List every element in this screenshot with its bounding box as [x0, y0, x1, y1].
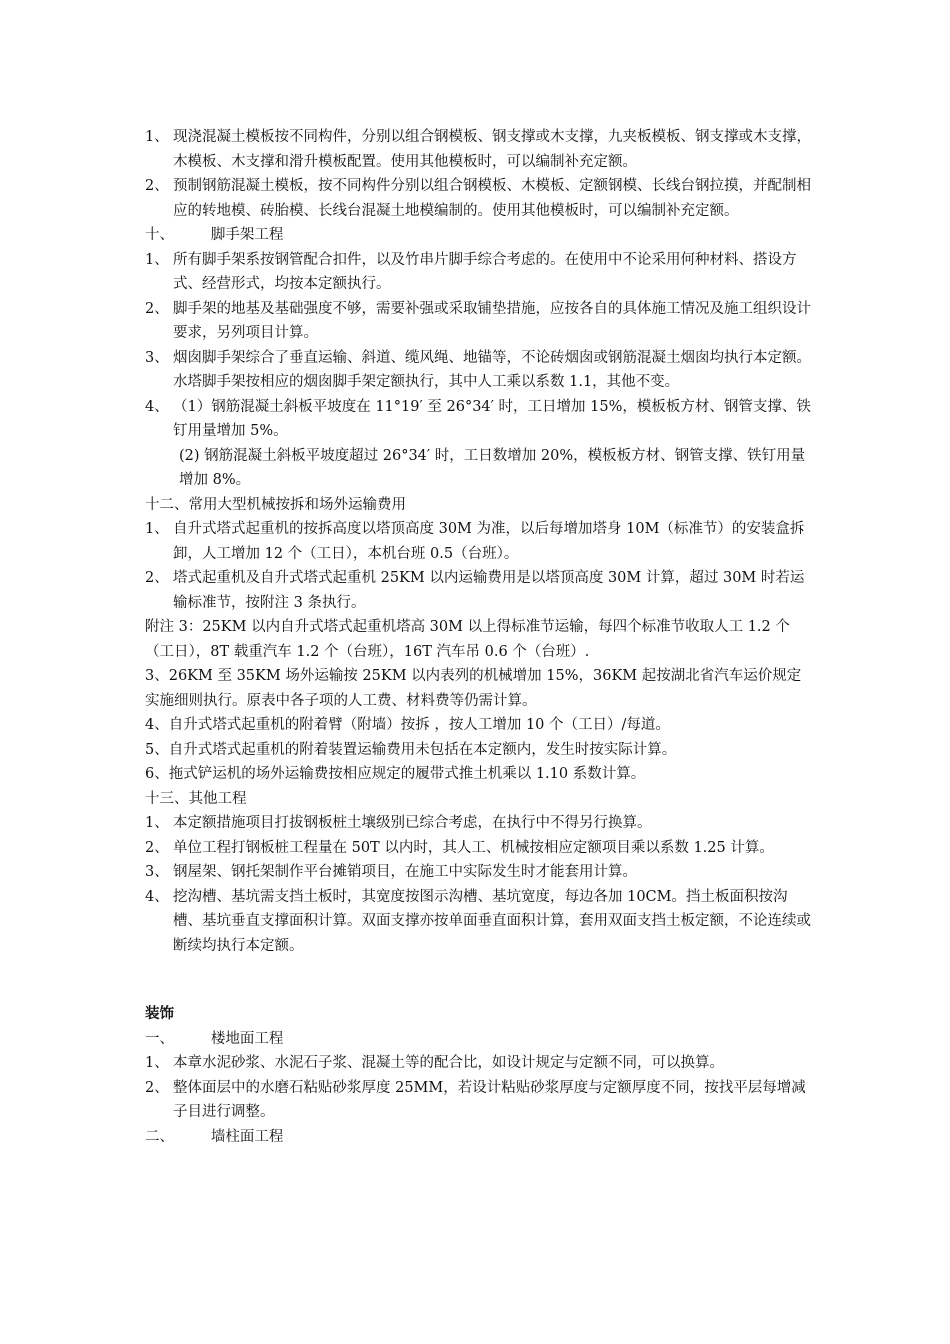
sub-item: (2) 钢筋混凝土斜板平坡度超过 26°34′ 时，工日数增加 20%，模板板方材、钢管支撑、铁钉用量增加 8%。 — [179, 447, 806, 488]
item-text: 挖沟槽、基坑需支挡土板时，其宽度按图示沟槽、基坑宽度，每边各加 10CM。挡土板面积按沟槽、基坑垂直支撑面积计算。双面支撑亦按单面垂直面积计算，套用双面支挡土板定额，不论连续或断续均执行本定额。 — [173, 888, 811, 954]
section-heading-wall: 二、 墙柱面工程 — [145, 1128, 284, 1145]
list-item — [145, 860, 815, 885]
item-number: 1、 — [145, 129, 169, 145]
item-text: 整体面层中的水磨石粘贴砂浆厚度 25MM，若设计粘贴砂浆厚度与定额厚度不同，按找平层每增减子目进行调整。 — [173, 1079, 806, 1120]
item-number: 1、 — [145, 521, 169, 537]
item-number: 1、 — [145, 815, 169, 831]
item-text: 预制钢筋混凝土模板，按不同构件分别以组合钢模板、木模板、定额钢模、长线台钢拉摸，并配制相应的转地模、砖胎模、长线台混凝土地模编制的。使用其他模板时，可以编制补充定额。 — [173, 178, 811, 219]
item-text: 所有脚手架系按钢管配合扣件，以及竹串片脚手综合考虑的。在使用中不论采用何种材料、搭设方式、经营形式，均按本定额执行。 — [173, 251, 797, 292]
section-heading-machinery: 十二、常用大型机械按拆和场外运输费用 — [145, 496, 406, 513]
section-heading-other: 十三、其他工程 — [145, 790, 247, 807]
item-number: 4、 — [145, 398, 169, 415]
item-number: 3、 — [145, 864, 169, 880]
item-text: 现浇混凝土模板按不同构件，分别以组合钢模板、钢支撑或木支撑，九夹板模板、钢支撑或木支撑，木模板、木支撑和滑升模板配置。使用其他模板时，可以编制补充定额。 — [173, 129, 811, 170]
list-item — [145, 811, 815, 836]
list-item — [145, 885, 815, 959]
note-paragraph: 6、拖式铲运机的场外运输费按相应规定的履带式推土机乘以 1.10 系数计算。 — [145, 766, 646, 782]
list-item — [145, 248, 815, 297]
item-text: 自升式塔式起重机的按拆高度以塔顶高度 30M 为准，以后每增加塔身 10M（标准节）的安装盒拆卸，人工增加 12 个（工日），本机台班 0.5（台班）。 — [173, 521, 805, 562]
item-text: 烟囱脚手架综合了垂直运输、斜道、缆风绳、地锚等，不论砖烟囱或钢筋混凝土烟囱均执行本定额。水塔脚手架按相应的烟囱脚手架定额执行，其中人工乘以系数 1.1，其他不变。 — [173, 349, 811, 390]
item-text: 钢屋架、钢托架制作平台摊销项目，在施工中实际发生时才能套用计算。 — [173, 864, 637, 880]
note-paragraph: 附注 3：25KM 以内自升式塔式起重机塔高 30M 以上得标准节运输，每四个标准节收取人工 1.2 个（工日），8T 载重汽车 1.2 个（台班），16T 汽车吊 0.6 个（台班）. — [145, 619, 790, 660]
section-heading-floor: 一、 楼地面工程 — [145, 1030, 284, 1047]
item-number: 2、 — [145, 570, 169, 586]
list-item — [145, 517, 815, 566]
item-text: 塔式起重机及自升式塔式起重机 25KM 以内运输费用是以塔顶高度 30M 计算，超过 30M 时若运输标准节，按附注 3 条执行。 — [173, 570, 805, 611]
decor-title: 装饰 — [145, 1005, 174, 1022]
item-text: 本定额措施项目打拔钢板桩土壤级别已综合考虑，在执行中不得另行换算。 — [173, 815, 652, 831]
list-item — [145, 125, 815, 174]
list-item — [145, 1076, 815, 1125]
list-item — [145, 1051, 815, 1076]
item-number: 1、 — [145, 1055, 169, 1071]
item-number: 4、 — [145, 888, 169, 905]
item-text: 本章水泥砂浆、水泥石子浆、混凝土等的配合比，如设计规定与定额不同，可以换算。 — [173, 1055, 724, 1071]
item-number: 1、 — [145, 251, 169, 268]
document-body — [145, 125, 815, 1149]
list-item — [145, 297, 815, 346]
item-text: 脚手架的地基及基础强度不够，需要补强或采取铺垫措施，应按各自的具体施工情况及施工组织设计要求，另列项目计算。 — [173, 300, 811, 341]
note-paragraph: 5、自升式塔式起重机的附着装置运输费用未包括在本定额内，发生时按实际计算。 — [145, 741, 677, 758]
item-number: 2、 — [145, 300, 169, 317]
section-heading-scaffold: 十、 脚手架工程 — [145, 227, 284, 243]
item-number: 2、 — [145, 839, 169, 856]
list-item — [145, 174, 815, 223]
item-number: 3、 — [145, 349, 169, 366]
note-paragraph: 3、26KM 至 35KM 场外运输按 25KM 以内表列的机械增加 15%，36KM 起按湖北省汽车运价规定实施细则执行。原表中各子项的人工费、材料费等仍需计算。 — [145, 668, 802, 709]
item-number: 2、 — [145, 178, 169, 194]
section-spacer — [145, 958, 815, 1002]
list-item — [145, 836, 815, 861]
note-paragraph: 4、自升式塔式起重机的附着臂（附墙）按拆 ，按人工增加 10 个（工日）/每道。 — [145, 717, 670, 733]
list-item — [145, 346, 815, 395]
list-item — [145, 566, 815, 615]
item-text: 单位工程打钢板桩工程量在 50T 以内时，其人工、机械按相应定额项目乘以系数 1.25 计算。 — [173, 839, 774, 856]
item-number: 2、 — [145, 1079, 169, 1096]
item-text: （1）钢筋混凝土斜板平坡度在 11°19′ 至 26°34′ 时，工日增加 15%，模板板方材、钢管支撑、铁钉用量增加 5%。 — [173, 398, 811, 439]
list-item — [145, 395, 815, 444]
